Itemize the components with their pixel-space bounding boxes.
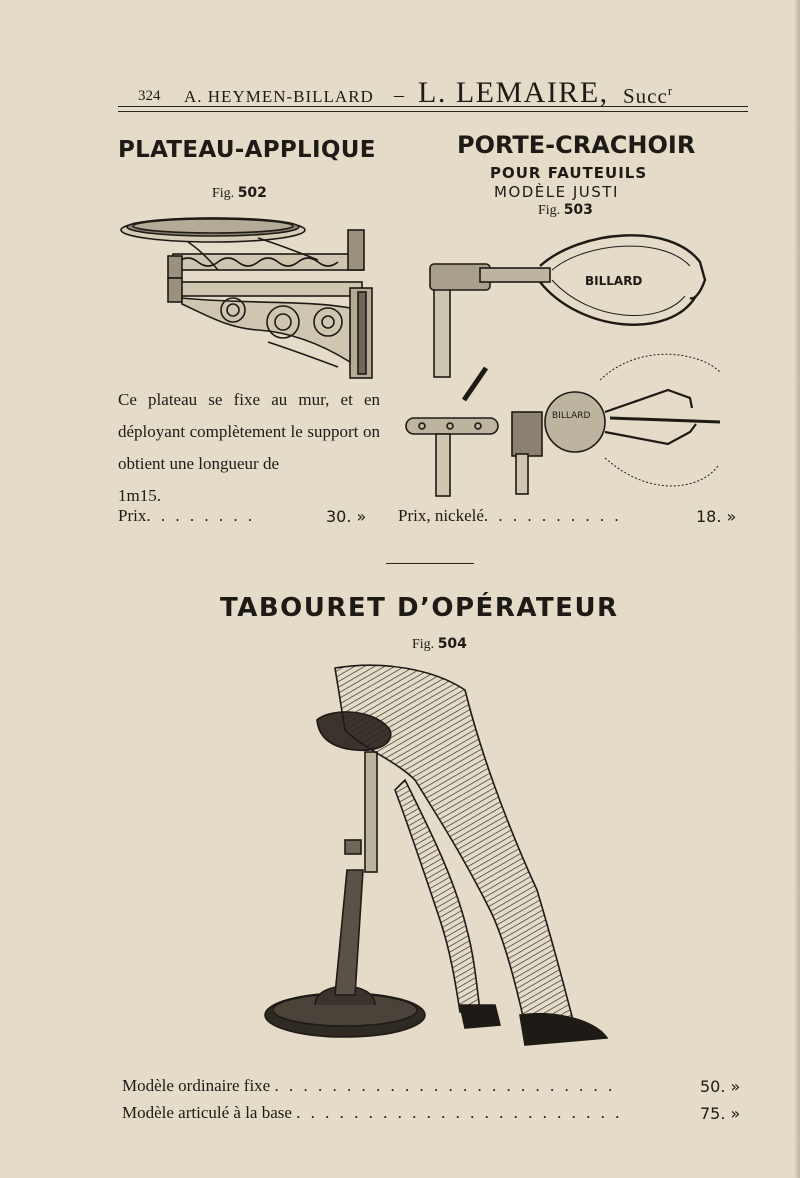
item-label: Modèle articulé à la base (122, 1103, 292, 1122)
succr-superscript: r (667, 83, 674, 98)
engraved-billard-label-2: BILLARD (552, 411, 591, 421)
item-dots: . . . . . . . . . . . . . . . . . . . . . . . . (274, 1076, 616, 1095)
price-value: 30. » (326, 507, 367, 526)
wall-bracket-illustration (118, 212, 378, 382)
spittoon-holder-illustration (400, 222, 740, 502)
description-text: Ce plateau se fixe au mur, et en déployant complètement le support on obtient une longueur de (118, 390, 380, 473)
tabouret-title: TABOURET D’OPÉRATEUR (220, 593, 619, 623)
operator-stool-illustration (255, 660, 625, 1055)
header-separator: – (394, 84, 404, 106)
page-number: 324 (138, 88, 161, 104)
fig-label: Fig. (538, 203, 561, 218)
fig-label: Fig. (412, 637, 435, 652)
header-rule-bottom (118, 111, 748, 112)
price-dots: . . . . . . . . (146, 506, 256, 525)
item-price: 50. » (700, 1077, 741, 1096)
page-edge-shadow (794, 0, 800, 1178)
price-line-articule (122, 1103, 741, 1123)
plateau-price-row (118, 506, 367, 526)
item-label: Modèle ordinaire fixe (122, 1076, 271, 1095)
plateau-description (118, 384, 380, 512)
porte-crachoir-title: PORTE-CRACHOIR (457, 131, 696, 159)
successor-name: L. LEMAIRE, (418, 76, 609, 109)
item-price: 75. » (700, 1104, 741, 1123)
section-divider (386, 563, 474, 564)
fig-502-caption (212, 185, 267, 202)
fig-number: 503 (563, 202, 593, 218)
fig-number: 502 (237, 185, 267, 201)
fig-503-caption (538, 202, 593, 219)
price-label: Prix (118, 506, 147, 525)
fig-number: 504 (437, 636, 467, 652)
price-value: 18. » (696, 507, 737, 526)
publisher-name: A. HEYMEN-BILLARD (184, 87, 374, 106)
fig-504-caption (412, 636, 467, 653)
engraved-billard-label-1: BILLARD (585, 274, 643, 288)
succr-text: Succ (623, 84, 668, 108)
length-value: 1m15. (118, 486, 161, 505)
running-header (138, 74, 748, 109)
item-dots: . . . . . . . . . . . . . . . . . . . . . . . (296, 1103, 623, 1122)
price-line-ordinaire (122, 1076, 741, 1096)
fig-label: Fig. (212, 186, 235, 201)
plateau-applique-title: PLATEAU-APPLIQUE (118, 137, 376, 163)
porte-crachoir-subtitle: POUR FAUTEUILS (490, 164, 648, 182)
header-rule-top (118, 106, 748, 107)
porte-crachoir-model: MODÈLE JUSTI (494, 183, 619, 201)
price-label: Prix, nickelé (398, 506, 484, 525)
crachoir-price-row (398, 506, 737, 526)
price-dots: . . . . . . . . . . (483, 506, 622, 525)
